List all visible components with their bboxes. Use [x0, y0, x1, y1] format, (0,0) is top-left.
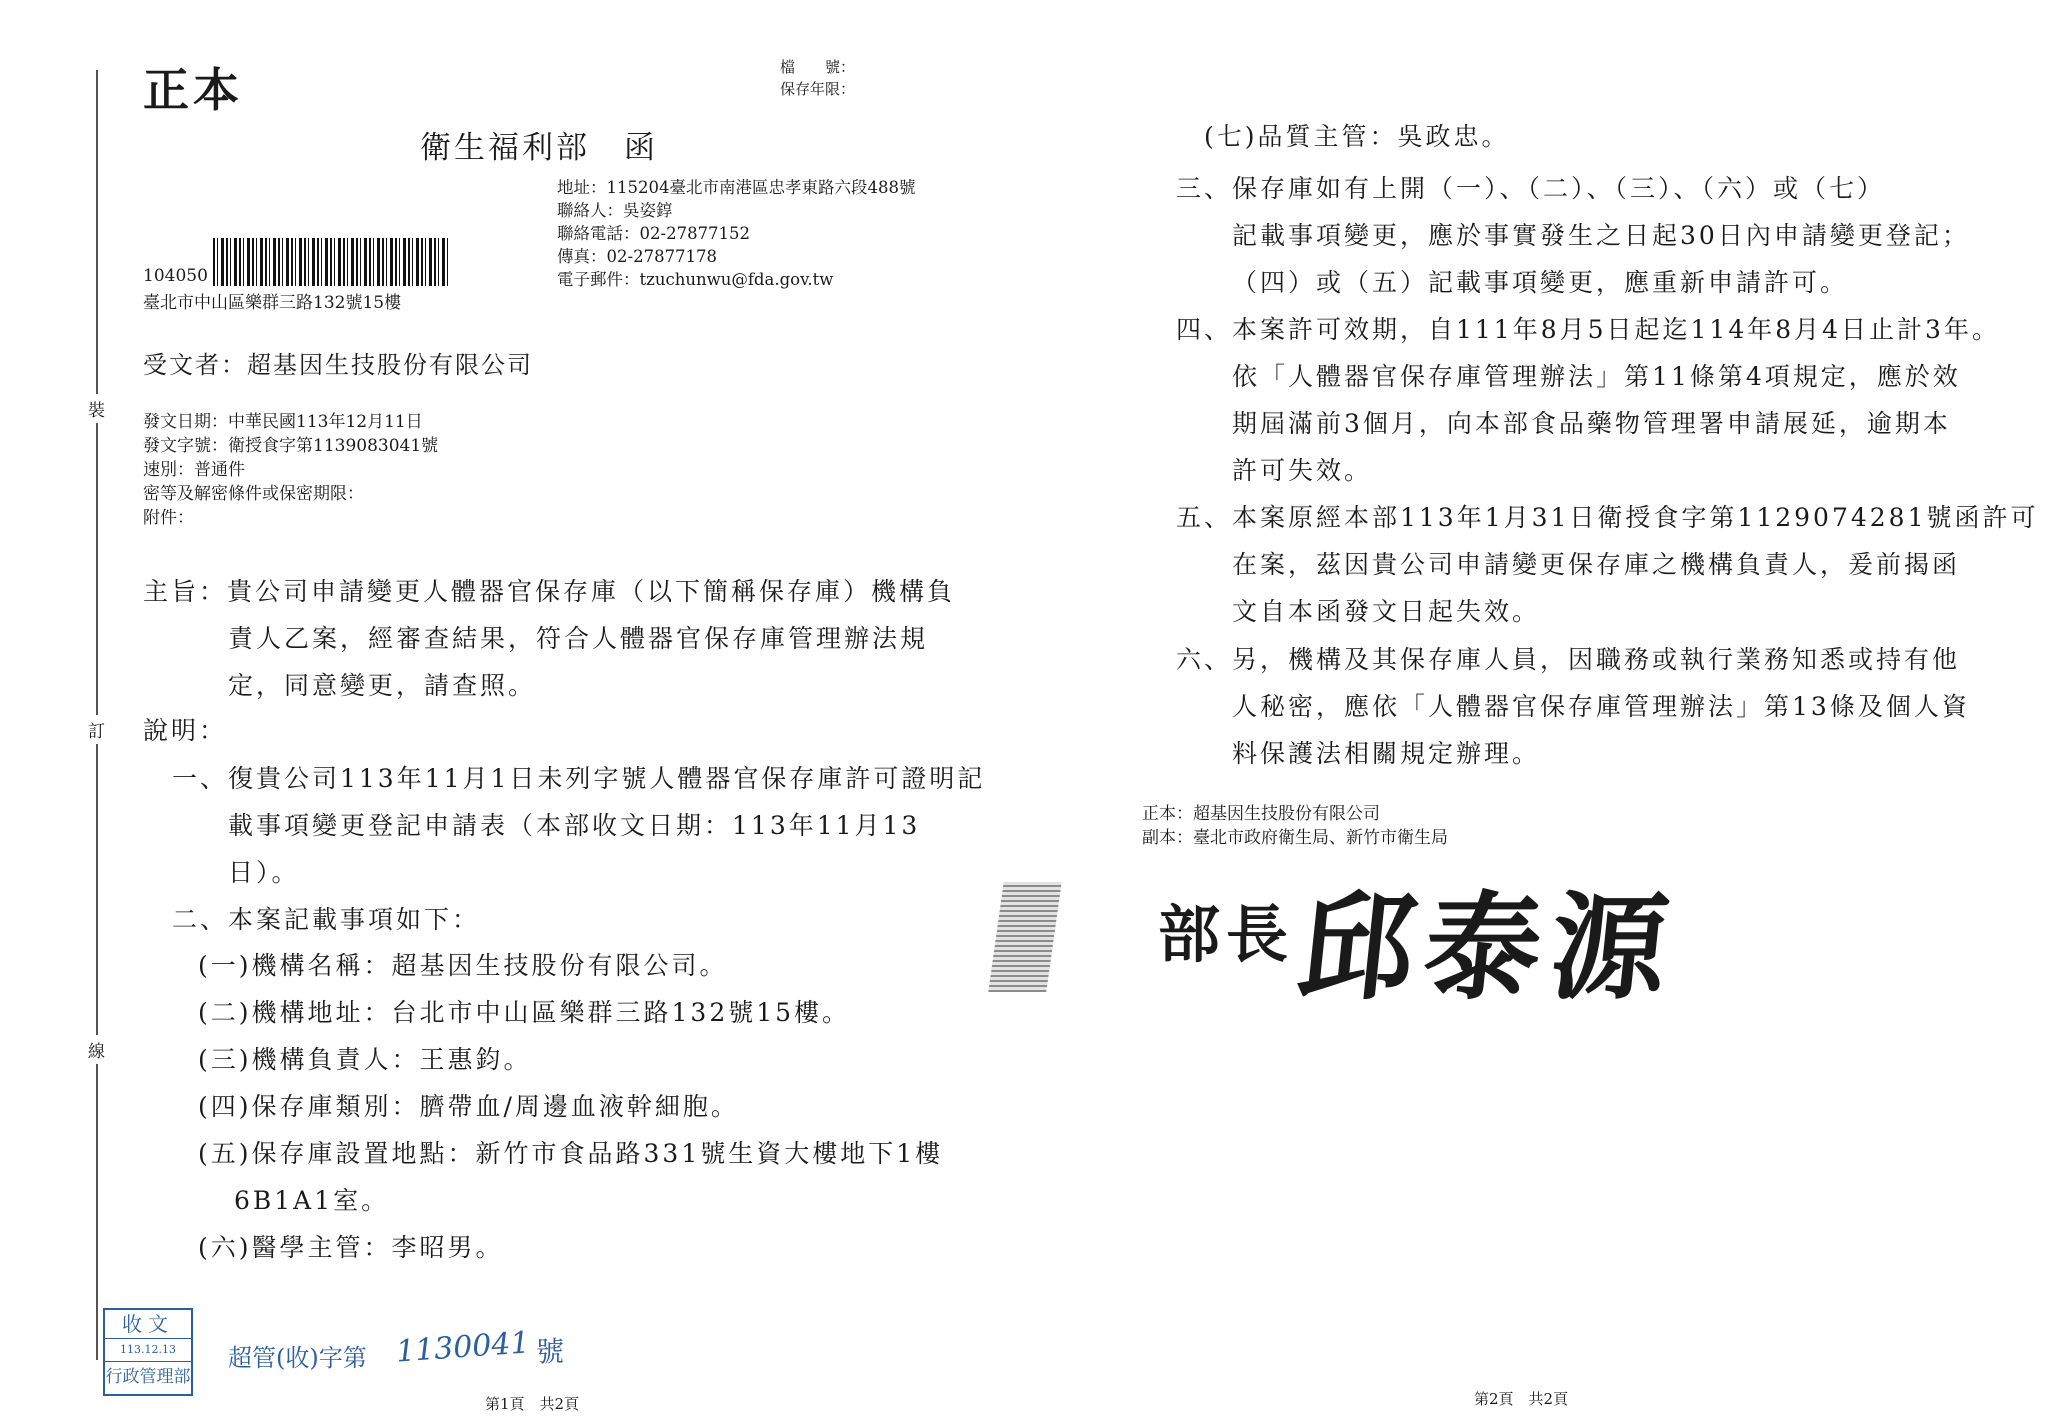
dispatch-ref-no: 發文字號：衛授食字第1139083041號 [143, 436, 439, 456]
receipt-stamp-dept: 行政管理部 [105, 1367, 191, 1387]
receipt-number-prefix: 超管(收)字第 [228, 1344, 367, 1372]
explanation-item-2 [172, 896, 480, 943]
item-1-line: 載事項變更登記申請表（本部收文日期：113年11月13 [228, 811, 921, 840]
receipt-stamp-date: 113.12.13 [105, 1339, 191, 1362]
explanation-item-4 [1176, 306, 2000, 494]
item-5-line: 五、本案原經本部113年1月31日衛授食字第1129074281號函許可 [1176, 503, 2039, 532]
contact-email: 電子郵件：tzuchunwu@fda.gov.tw [557, 270, 834, 289]
dispatch-meta [143, 410, 438, 530]
subject-block [143, 568, 955, 709]
cc-copy: 副本：臺北市政府衛生局、新竹市衛生局 [1142, 828, 1448, 848]
signature-name: 邱泰源 [1291, 880, 1685, 1016]
original-copy-mark: 正本 [143, 63, 243, 117]
distribution-list [1142, 802, 1448, 850]
file-number-label: 檔 號： [780, 58, 856, 76]
item-1-line: 日）。 [228, 858, 300, 887]
receipt-number-handwritten: 1130041 [394, 1325, 531, 1370]
binding-mark-ding: 訂 [88, 715, 105, 744]
item-3-line: （四）或（五）記載事項變更，應重新申請許可。 [1232, 268, 1849, 297]
explanation-item-6 [1176, 636, 1970, 777]
page-number: 第1頁 共2頁 [485, 1395, 580, 1413]
explanation-item-1 [172, 755, 985, 896]
item-2-entry: (三)機構負責人：王惠鈞。 [198, 1045, 532, 1074]
document-page-1 [0, 0, 1000, 1419]
signature-title: 部長 [1158, 898, 1295, 971]
agency-title: 衛生福利部 函 [420, 130, 658, 166]
retention-label: 保存年限： [780, 80, 856, 98]
item-4-line: 許可失效。 [1232, 456, 1373, 485]
item-2-entry: (二)機構地址：台北市中山區樂群三路132號15樓。 [198, 998, 851, 1027]
receipt-stamp-title: 收文 [105, 1310, 191, 1339]
receipt-number-suffix: 號 [536, 1335, 565, 1368]
explanation-label [143, 707, 227, 754]
dispatch-secrecy: 密等及解密條件或保密期限： [143, 484, 364, 504]
item-2-entry: (一)機構名稱：超基因生技股份有限公司。 [198, 951, 728, 980]
item-6-line: 六、另，機構及其保存庫人員，因職務或執行業務知悉或持有他 [1176, 645, 1961, 674]
contact-address: 地址：115204臺北市南港區忠孝東路六段488號 [557, 178, 916, 197]
item-5-line: 在案，茲因貴公司申請變更保存庫之機構負責人，爰前揭函 [1232, 550, 1961, 579]
subject-line: 主旨：貴公司申請變更人體器官保存庫（以下簡稱保存庫）機構負 [143, 577, 956, 606]
binding-mark-xian: 線 [88, 1035, 105, 1064]
item-2-heading: 二、本案記載事項如下： [172, 905, 481, 934]
dispatch-date: 發文日期：中華民國113年12月11日 [143, 412, 423, 432]
item-6-line: 人秘密，應依「人體器官保存庫管理辦法」第13條及個人資 [1232, 692, 1970, 721]
item-2-entries [198, 942, 943, 1271]
file-meta [780, 56, 855, 100]
subject-line: 責人乙案，經審查結果，符合人體器官保存庫管理辦法規 [228, 624, 929, 653]
cc-original: 正本：超基因生技股份有限公司 [1142, 804, 1380, 824]
receipt-stamp [103, 1308, 193, 1396]
explanation-item-3 [1176, 165, 1970, 306]
contact-block [557, 176, 915, 291]
explanation-item-5 [1176, 494, 2039, 635]
recipient-address: 臺北市中山區樂群三路132號15樓 [143, 293, 402, 313]
item-3-line: 記載事項變更，應於事實發生之日起30日內申請變更登記； [1232, 221, 1970, 250]
item-4-line: 期屆滿前3個月，向本部食品藥物管理署申請展延，逾期本 [1232, 409, 1951, 438]
contact-fax: 傳真：02-27877178 [557, 247, 718, 266]
item-3-line: 三、保存庫如有上開（一）、（二）、（三）、（六）或（七） [1176, 174, 1886, 203]
item-2-entry-7 [1204, 113, 1510, 160]
subject-line: 定，同意變更，請查照。 [228, 671, 537, 700]
item-2-entry: (七)品質主管：吳政忠。 [1204, 122, 1510, 151]
item-4-line: 依「人體器官保存庫管理辦法」第11條第4項規定，應於效 [1232, 362, 1961, 391]
dispatch-attachment: 附件： [143, 508, 194, 528]
item-1-line: 一、復貴公司113年11月1日未列字號人體器官保存庫許可證明記 [172, 764, 986, 793]
postal-barcode [213, 238, 448, 286]
item-6-line: 料保護法相關規定辦理。 [1232, 739, 1541, 768]
item-2-entry: 6B1A1室。 [234, 1186, 390, 1215]
explanation-heading: 說明： [143, 716, 228, 745]
binding-mark-zhuang: 裝 [88, 394, 105, 423]
dispatch-speed: 速別：普通件 [143, 460, 245, 480]
item-4-line: 四、本案許可效期，自111年8月5日起迄114年8月4日止計3年。 [1176, 315, 2000, 344]
contact-person: 聯絡人：吳姿錞 [557, 201, 673, 220]
contact-phone: 聯絡電話：02-27877152 [557, 224, 751, 243]
page-number: 第2頁 共2頁 [1474, 1390, 1569, 1408]
recipient: 受文者：超基因生技股份有限公司 [143, 351, 533, 379]
item-5-line: 文自本函發文日起失效。 [1232, 597, 1541, 626]
item-2-entry: (四)保存庫類別：臍帶血/周邊血液幹細胞。 [198, 1092, 739, 1121]
item-2-entry: (五)保存庫設置地點：新竹市食品路331號生資大樓地下1樓 [198, 1139, 944, 1168]
item-2-entry: (六)醫學主管：李昭男。 [198, 1233, 504, 1262]
recipient-zip: 104050 [143, 266, 208, 286]
